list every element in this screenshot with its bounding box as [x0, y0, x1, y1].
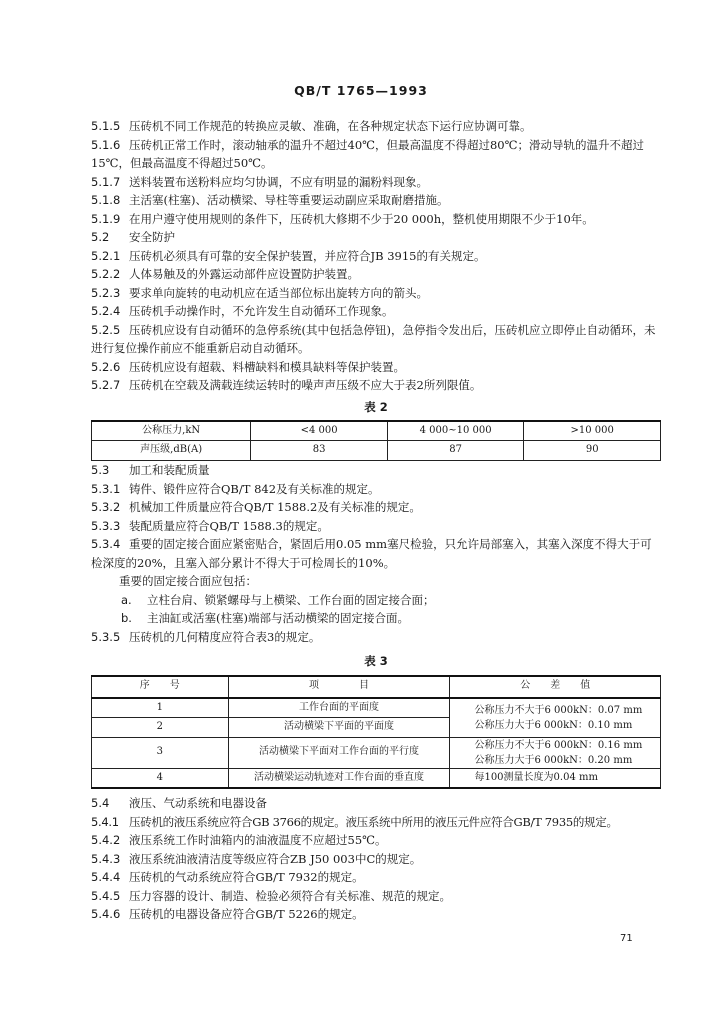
table-cell: 活动横梁运动轨迹对工作台面的垂直度 [228, 768, 450, 788]
table-cell: 90 [524, 441, 661, 461]
table-header-cell: 项 目 [228, 676, 450, 698]
table-header-cell: 4 000~10 000 [387, 421, 524, 441]
section-5-4 [91, 794, 661, 924]
table-3-caption: 表 3 [364, 654, 388, 668]
table-cell: 工作台面的平面度 [228, 698, 450, 718]
clause-5-3-3: 5.3.3 装配质量应符合QB/T 1588.3的规定。 [91, 518, 329, 533]
clause-5-2-4: 5.2.4 压砖机手动操作时，不允许发生自动循环工作现象。 [91, 304, 394, 318]
clause-5-4-heading: 5.4 液压、气动系统和电器设备 [91, 796, 267, 810]
clause-5-2-6: 5.2.6 压砖机应设有超载、料槽缺料和模具缺料等保护装置。 [91, 359, 405, 374]
list-item-b: b. 主油缸或活塞(柱塞)端部与活动横梁的固定接合面。 [121, 611, 409, 625]
geometric-accuracy-table [91, 675, 661, 790]
noise-limit-table [91, 420, 661, 461]
table-header-cell: <4 000 [251, 421, 388, 441]
table-row [92, 698, 661, 718]
clause-5-3-2: 5.3.2 机械加工件质量应符合QB/T 1588.2及有关标准的规定。 [91, 500, 421, 514]
table-row [92, 441, 661, 461]
table-row [92, 676, 661, 698]
table-cell: 87 [387, 441, 524, 461]
clause-5-1-6: 5.1.6 压砖机正常工作时，滚动轴承的温升不超过40℃，但最高温度不得超过80℃；滑动导轨的温升不超过15℃，但最高温度不得超过50℃。 [91, 137, 644, 170]
clause-5-4-1: 5.4.1 压砖机的液压系统应符合GB 3766的规定。液压系统中所用的液压元件应符合GB/T 7935的规定。 [91, 814, 618, 829]
table-cell: 活动横梁下平面的平面度 [228, 718, 450, 738]
table-cell: 2 [92, 718, 229, 738]
table-cell: 活动横梁下平面对工作台面的平行度 [228, 737, 450, 768]
table-cell: 83 [251, 441, 388, 461]
clause-5-1-9: 5.1.9 在用户遵守使用规则的条件下，压砖机大修期不少于20 000h，整机使用期限不少于10年。 [91, 211, 594, 226]
clause-5-2-1: 5.2.1 压砖机必须具有可靠的安全保护装置，并应符合JB 3915的有关规定。 [91, 248, 486, 263]
clause-5-2-7: 5.2.7 压砖机在空载及满载连续运转时的噪声声压级不应大于表2所列限值。 [91, 378, 482, 392]
table-row [92, 737, 661, 768]
standard-header: QB/T 1765—1993 [294, 83, 428, 98]
table-cell: 公称压力不大于6 000kN：0.07 mm 公称压力大于6 000kN：0.10 mm [450, 698, 661, 738]
clause-5-4-5: 5.4.5 压力容器的设计、制造、检验必须符合有关标准、规范的规定。 [91, 888, 451, 903]
table-2-caption: 表 2 [364, 400, 388, 414]
section-5-1-5-2 [91, 117, 661, 395]
clause-5-4-4: 5.4.4 压砖机的气动系统应符合GB/T 7932的规定。 [91, 870, 364, 884]
table-2-block [91, 398, 661, 461]
table-header-cell: 公 差 值 [450, 676, 661, 698]
table-row [92, 768, 661, 788]
table-cell: 3 [92, 737, 229, 768]
table-row [92, 421, 661, 441]
clause-5-2-5: 5.2.5 压砖机应设有自动循环的急停系统(其中包括急停钮)，急停指令发出后，压砖机应立即停止自动循环，未进行复位操作前应不能重新启动自动循环。 [91, 322, 656, 355]
clause-5-4-3: 5.4.3 液压系统油液清洁度等级应符合ZB J50 003中C的规定。 [91, 851, 422, 866]
clause-5-2-heading: 5.2 安全防护 [91, 230, 175, 244]
table-cell: 4 [92, 768, 229, 788]
section-5-3 [91, 461, 661, 646]
clause-5-1-7: 5.1.7 送料装置布送粉料应均匀协调，不应有明显的漏粉料现象。 [91, 174, 428, 189]
clause-5-4-6: 5.4.6 压砖机的电器设备应符合GB/T 5226的规定。 [91, 907, 364, 921]
table-3-block [91, 652, 661, 789]
clause-5-3-5: 5.3.5 压砖机的几何精度应符合表3的规定。 [91, 629, 321, 644]
table-cell: 每100测量长度为0.04 mm [450, 768, 661, 788]
clause-5-2-2: 5.2.2 人体易触及的外露运动部件应设置防护装置。 [91, 267, 359, 281]
clause-5-3-1: 5.3.1 铸件、锻件应符合QB/T 842及有关标准的规定。 [91, 481, 380, 496]
table-cell: 1 [92, 698, 229, 718]
page-number: 71 [620, 933, 633, 944]
table-header-cell: >10 000 [524, 421, 661, 441]
clause-5-3-4: 5.3.4 重要的固定接合面应紧密贴合，紧固后用0.05 mm塞尺检验，只允许局部塞入，其塞入深度不得大于可检深度的20%，且塞入部分累计不得大于可检周长的10%。 [91, 537, 652, 570]
joint-surfaces-intro: 重要的固定接合面应包括： [119, 574, 257, 588]
table-header-cell: 公称压力,kN [92, 421, 251, 441]
clause-5-1-5: 5.1.5 压砖机不同工作规范的转换应灵敏、准确，在各种规定状态下运行应协调可靠。 [91, 119, 532, 133]
clause-5-3-heading: 5.3 加工和装配质量 [91, 463, 210, 477]
table-cell: 公称压力不大于6 000kN：0.16 mm 公称压力大于6 000kN：0.20 mm [450, 737, 661, 768]
clause-5-1-8: 5.1.8 主活塞(柱塞)、活动横梁、导柱等重要运动副应采取耐磨措施。 [91, 193, 449, 207]
table-header-cell: 序 号 [92, 676, 229, 698]
table-cell: 声压级,dB(A) [92, 441, 251, 461]
list-item-a: a. 立柱台肩、锁紧螺母与上横梁、工作台面的固定接合面； [121, 592, 435, 607]
clause-5-2-3: 5.2.3 要求单向旋转的电动机应在适当部位标出旋转方向的箭头。 [91, 285, 428, 300]
clause-5-4-2: 5.4.2 液压系统工作时油箱内的油液温度不应超过55℃。 [91, 833, 387, 847]
